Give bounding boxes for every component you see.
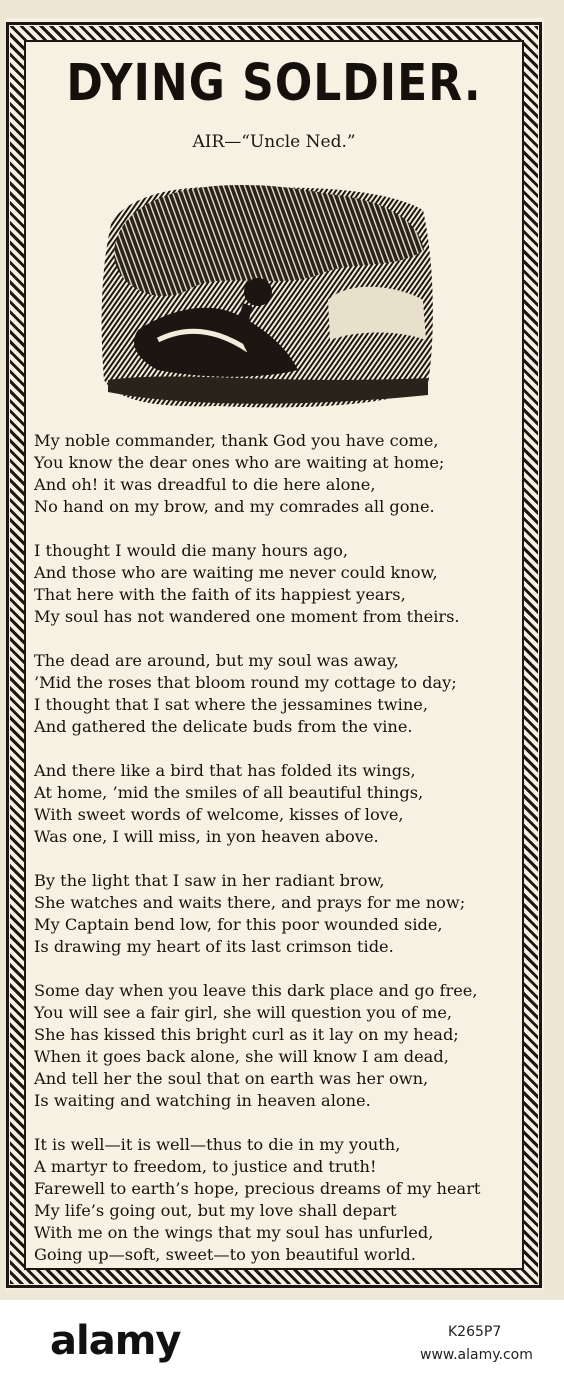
poem-line: Some day when you leave this dark place and go free, <box>34 981 478 1000</box>
poem-line: You know the dear ones who are waiting at home; <box>34 453 445 472</box>
poem-line: You will see a fair girl, she will question you of me, <box>34 1003 453 1022</box>
poem-line: ’Mid the roses that bloom round my cottage to day; <box>34 673 457 692</box>
poem-line: My Captain bend low, for this poor wounded side, <box>34 915 443 934</box>
poem-line: At home, ’mid the smiles of all beautiful things, <box>34 783 424 802</box>
stanza-7 <box>34 1134 524 1266</box>
poem-line: My soul has not wandered one moment from theirs. <box>34 607 460 626</box>
alamy-logo: alamy <box>50 1318 181 1364</box>
poem-line: She has kissed this bright curl as it lay on my head; <box>34 1025 459 1044</box>
air-subtitle: AIR—“Uncle Ned.” <box>192 132 356 152</box>
poem-line: That here with the faith of its happiest years, <box>34 585 406 604</box>
poem-line: The dead are around, but my soul was away, <box>34 651 399 670</box>
stanza-5 <box>34 870 524 958</box>
stanza-3 <box>34 650 524 738</box>
poem-line: And there like a bird that has folded its wings, <box>34 761 416 780</box>
poem-line: And gathered the delicate buds from the vine. <box>34 717 413 736</box>
poem-body <box>34 430 524 1288</box>
poem-line: A martyr to freedom, to justice and truth! <box>34 1157 377 1176</box>
poem-line: My noble commander, thank God you have come, <box>34 431 439 450</box>
poem-line: With sweet words of welcome, kisses of love, <box>34 805 404 824</box>
poem-line: And those who are waiting me never could know, <box>34 563 438 582</box>
poem-line: And tell her the soul that on earth was her own, <box>34 1069 429 1088</box>
poem-line: Farewell to earth’s hope, precious dreams of my heart <box>34 1179 481 1198</box>
poem-line: Was one, I will miss, in yon heaven above. <box>34 827 379 846</box>
stanza-2 <box>34 540 524 628</box>
poem-line: I thought I would die many hours ago, <box>34 541 349 560</box>
poem-line: No hand on my brow, and my comrades all gone. <box>34 497 435 516</box>
stanza-4 <box>34 760 524 848</box>
woodcut-illustration <box>98 180 436 410</box>
stanza-1 <box>34 430 524 518</box>
poem-line: With me on the wings that my soul has unfurled, <box>34 1223 434 1242</box>
poem-line: Going up—soft, sweet—to yon beautiful world. <box>34 1245 416 1264</box>
broadside-title: DYING SOLDIER. <box>66 54 482 113</box>
image-id: K265P7 <box>448 1324 502 1340</box>
poem-line: By the light that I saw in her radiant brow, <box>34 871 385 890</box>
poem-line: And oh! it was dreadful to die here alone, <box>34 475 376 494</box>
stanza-6 <box>34 980 524 1112</box>
poem-line: Is waiting and watching in heaven alone. <box>34 1091 371 1110</box>
poem-line: I thought that I sat where the jessamines twine, <box>34 695 428 714</box>
poem-line: She watches and waits there, and prays for me now; <box>34 893 466 912</box>
poem-line: My life’s going out, but my love shall depart <box>34 1201 397 1220</box>
poem-line: It is well—it is well—thus to die in my youth, <box>34 1135 401 1154</box>
poem-line: When it goes back alone, she will know I am dead, <box>34 1047 449 1066</box>
poem-line: Is drawing my heart of its last crimson tide. <box>34 937 394 956</box>
site-url[interactable]: www.alamy.com <box>420 1347 533 1363</box>
